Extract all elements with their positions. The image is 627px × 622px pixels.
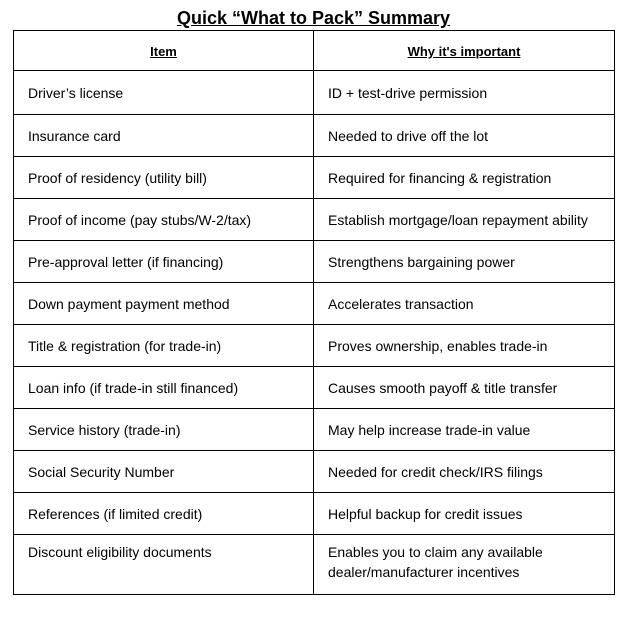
reason-cell: Establish mortgage/loan repayment ability (314, 199, 615, 241)
table-row (14, 535, 615, 595)
item-cell: References (if limited credit) (14, 493, 314, 535)
column-header-why-important: Why it's important (314, 31, 615, 71)
table-row (14, 451, 615, 493)
reason-cell: Causes smooth payoff & title transfer (314, 367, 615, 409)
item-cell: Driver’s license (14, 71, 314, 115)
item-cell: Service history (trade-in) (14, 409, 314, 451)
table-row (14, 71, 615, 115)
item-cell: Pre-approval letter (if financing) (14, 241, 314, 283)
reason-cell: Needed to drive off the lot (314, 115, 615, 157)
table-header-row (14, 31, 615, 71)
reason-cell: Required for financing & registration (314, 157, 615, 199)
column-header-item: Item (14, 31, 314, 71)
item-cell: Title & registration (for trade-in) (14, 325, 314, 367)
reason-cell: ID + test-drive permission (314, 71, 615, 115)
reason-cell: Needed for credit check/IRS filings (314, 451, 615, 493)
item-cell: Insurance card (14, 115, 314, 157)
reason-cell: Accelerates transaction (314, 283, 615, 325)
page-title: Quick “What to Pack” Summary (176, 8, 451, 28)
pack-summary-table (13, 30, 615, 595)
item-cell: Proof of residency (utility bill) (14, 157, 314, 199)
reason-cell: May help increase trade-in value (314, 409, 615, 451)
reason-cell: Proves ownership, enables trade-in (314, 325, 615, 367)
reason-cell: Helpful backup for credit issues (314, 493, 615, 535)
table-row (14, 367, 615, 409)
table-row (14, 241, 615, 283)
table-row (14, 409, 615, 451)
item-cell: Down payment payment method (14, 283, 314, 325)
table-row (14, 115, 615, 157)
item-cell: Proof of income (pay stubs/W-2/tax) (14, 199, 314, 241)
reason-cell: Enables you to claim any available dealer/manufacturer incentives (314, 535, 615, 595)
table-row (14, 493, 615, 535)
item-cell: Social Security Number (14, 451, 314, 493)
reason-cell: Strengthens bargaining power (314, 241, 615, 283)
table-row (14, 199, 615, 241)
item-cell: Discount eligibility documents (14, 535, 314, 595)
table-row (14, 157, 615, 199)
item-cell: Loan info (if trade-in still financed) (14, 367, 314, 409)
table-row (14, 325, 615, 367)
table-row (14, 283, 615, 325)
